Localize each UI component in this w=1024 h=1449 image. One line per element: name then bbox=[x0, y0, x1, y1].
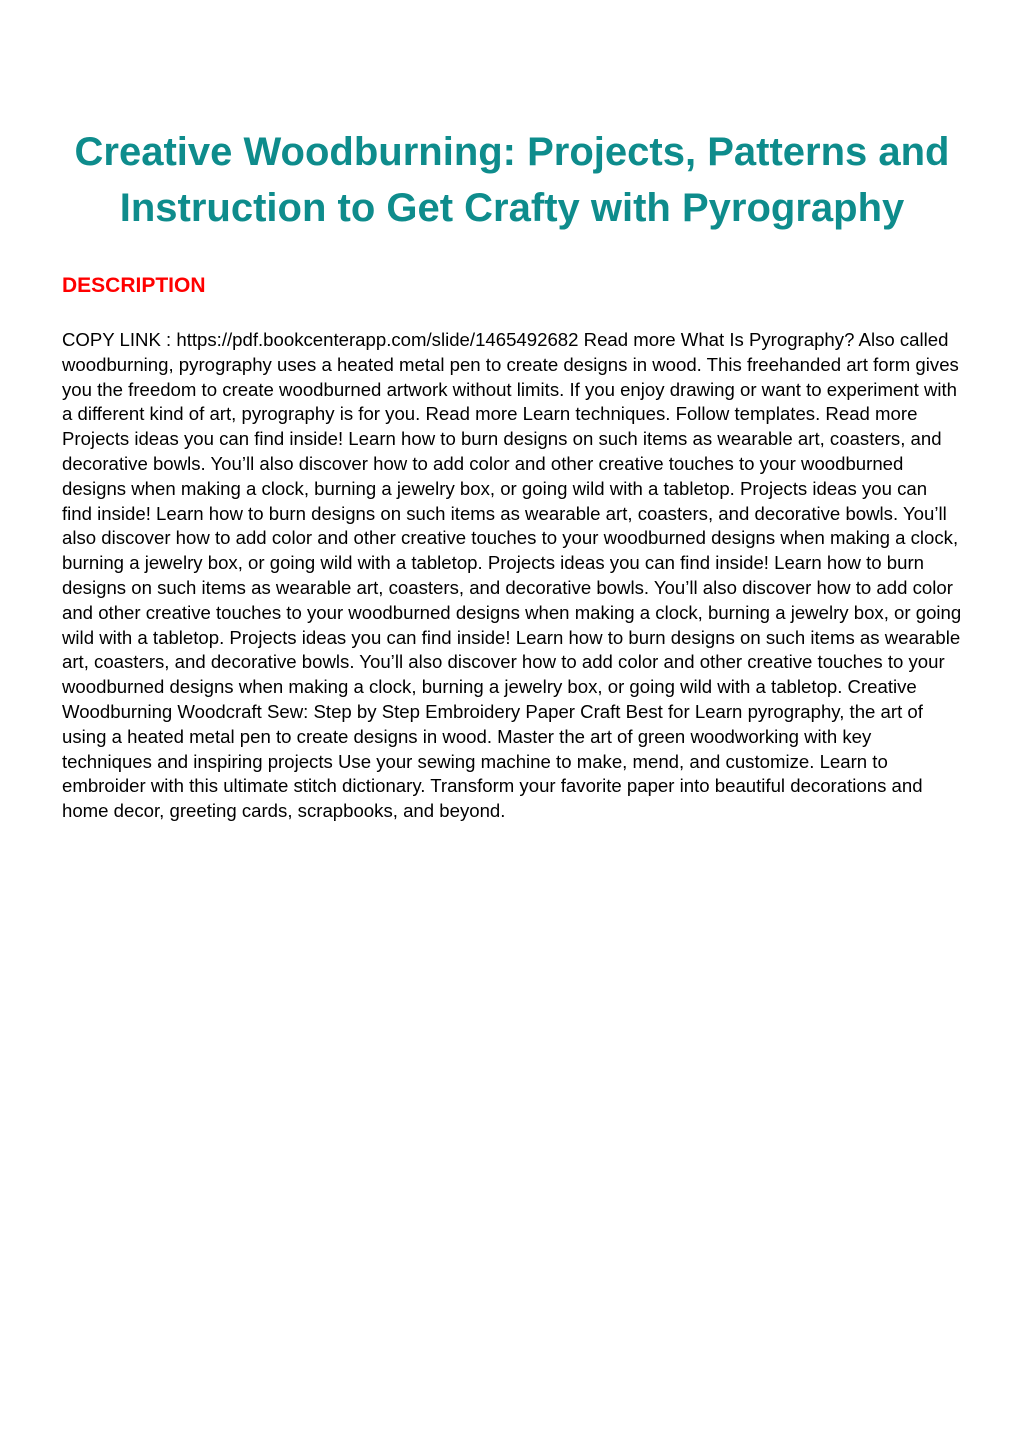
description-heading: DESCRIPTION bbox=[62, 274, 206, 297]
description-body: COPY LINK : https://pdf.bookcenterapp.com/slide/1465492682 Read more What Is Pyrography? Also called woodburning, pyrography uses a heated metal pen to create designs in wood. This freehanded art form gives you the freedom to create woodburned artwork without limits. If you enjoy drawing or want to experiment with a different kind of art, pyrography is for you. Read more Learn techniques. Follow templates. Read more Projects ideas you can find inside! Learn how to burn designs on such items as wearable art, coasters, and decorative bowls. You’ll also discover how to add color and other creative touches to your woodburned designs when making a clock, burning a jewelry box, or going wild with a tabletop. Projects ideas you can find inside! Learn how to burn designs on such items as wearable art, coasters, and decorative bowls. You’ll also discover how to add color and other creative touches to your woodburned designs when making a clock, burning a jewelry box, or going wild with a tabletop. Projects ideas you can find inside! Learn how to burn designs on such items as wearable art, coasters, and decorative bowls. You’ll also discover how to add color and other creative touches to your woodburned designs when making a clock, burning a jewelry box, or going wild with a tabletop. Projects ideas you can find inside! Learn how to burn designs on such items as wearable art, coasters, and decorative bowls. You’ll also discover how to add color and other creative touches to your woodburned designs when making a clock, burning a jewelry box, or going wild with a tabletop. Creative Woodburning Woodcraft Sew: Step by Step Embroidery Paper Craft Best for Learn pyrography, the art of using a heated metal pen to create designs in wood. Master the art of green woodworking with key techniques and inspiring projects Use your sewing machine to make, mend, and customize. Learn to embroider with this ultimate stitch dictionary. Transform your favorite paper into beautiful decorations and home decor, greeting cards, scrapbooks, and beyond. bbox=[62, 329, 962, 822]
document-title: Creative Woodburning: Projects, Patterns and Instruction to Get Crafty with Pyrography bbox=[74, 130, 950, 230]
